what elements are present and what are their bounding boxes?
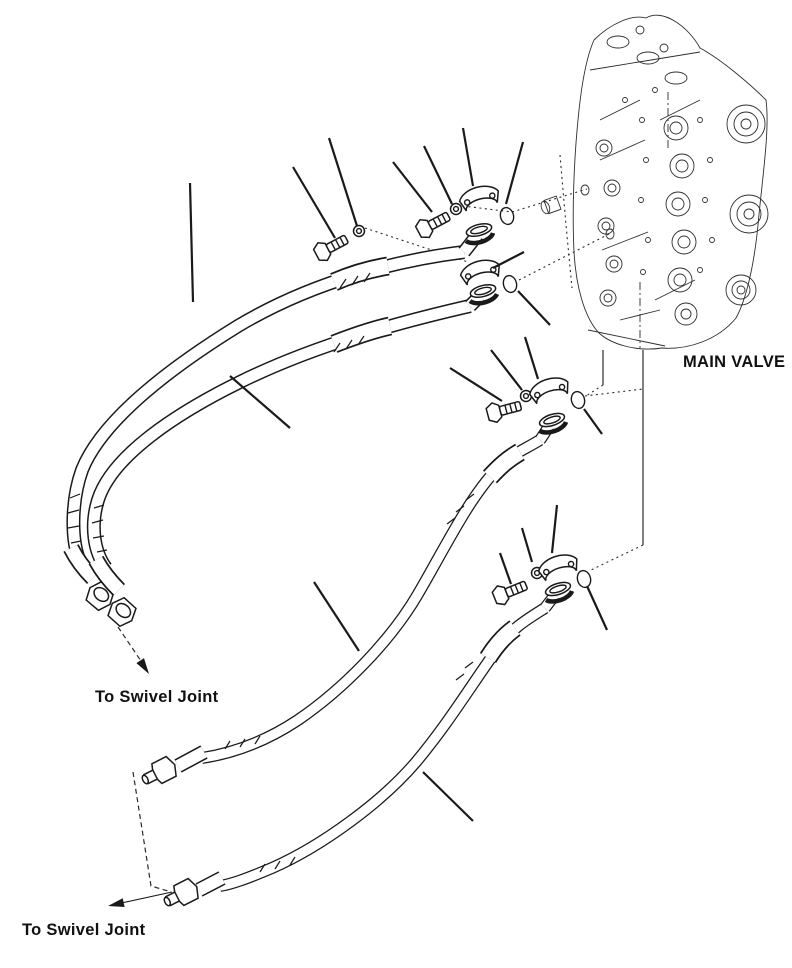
leader-line xyxy=(463,128,473,186)
main-valve-drawing xyxy=(539,15,768,349)
port-drop-dotted-1 xyxy=(586,385,603,396)
leader-line xyxy=(424,146,452,204)
leader-line xyxy=(552,505,557,553)
o-ring-2 xyxy=(502,274,519,294)
leader-line xyxy=(500,553,511,584)
bolt-1 xyxy=(414,207,453,241)
valve-spool-caps xyxy=(664,116,697,325)
hose-3-ticks xyxy=(225,494,474,749)
hose-2 xyxy=(92,282,497,629)
leader-line xyxy=(491,350,522,390)
label-main-valve: MAIN VALVE xyxy=(683,353,786,371)
leader-line xyxy=(506,142,523,204)
leader-line xyxy=(423,772,473,821)
hose-4-ticks xyxy=(260,662,473,872)
arrowhead xyxy=(136,658,149,674)
valve-port-plug xyxy=(539,196,561,215)
leader-lines xyxy=(190,128,607,821)
centerline-oring2-to-valve xyxy=(519,234,609,280)
valve-side-cylinders xyxy=(726,105,768,305)
bolt-3 xyxy=(485,396,523,424)
leader-line xyxy=(522,528,532,562)
leader-line xyxy=(493,252,524,268)
arrowhead xyxy=(108,898,125,907)
leader-line xyxy=(450,368,502,401)
o-ring-4 xyxy=(576,569,593,589)
valve-top-cap xyxy=(607,36,629,48)
hose-1-ticks xyxy=(68,273,370,543)
leader-line xyxy=(584,409,602,434)
hose-1 xyxy=(68,221,493,613)
leader-line xyxy=(329,138,357,226)
fastener-group-1 xyxy=(414,182,516,240)
leader-line xyxy=(230,376,290,428)
o-ring-1 xyxy=(499,206,516,226)
hose-3-end-fitting xyxy=(138,755,180,791)
hose-1-elbow xyxy=(464,221,493,252)
leader-line xyxy=(314,582,359,651)
fastener-group-4 xyxy=(491,550,593,607)
hose-3-elbow xyxy=(538,411,566,440)
leader-line xyxy=(587,586,607,630)
bolt-2 xyxy=(312,230,351,264)
split-flange-4 xyxy=(536,550,580,581)
centerline-oring3 xyxy=(585,389,643,396)
hose-4-elbow xyxy=(544,580,572,608)
split-flange-3 xyxy=(527,373,571,404)
label-swivel-joint-lower: To Swivel Joint xyxy=(22,921,146,939)
valve-bolt xyxy=(636,26,644,34)
leader-line xyxy=(293,167,335,238)
hose-4-end-fitting xyxy=(160,877,202,913)
washer-1 xyxy=(451,204,462,215)
swivel-arrow-upper xyxy=(118,627,149,674)
swivel-arrow-lower xyxy=(108,772,172,907)
leader-line xyxy=(525,337,538,379)
leader-line xyxy=(518,291,550,325)
leader-line xyxy=(190,183,193,302)
valve-left-plugs xyxy=(596,140,622,306)
o-ring-3 xyxy=(570,390,587,410)
washer-2 xyxy=(354,226,365,237)
label-swivel-joint-upper: To Swivel Joint xyxy=(95,688,219,706)
valve-bolt xyxy=(660,44,668,52)
valve-hidden-edge xyxy=(560,155,572,288)
hose-2-elbow xyxy=(469,282,497,306)
valve-detail-lines xyxy=(588,52,700,346)
hose-4 xyxy=(160,580,572,913)
leader-line xyxy=(393,162,432,212)
port-drop-dotted-2 xyxy=(591,545,643,570)
split-flange-1 xyxy=(457,182,501,212)
assembly-centerlines xyxy=(365,189,643,570)
valve-top-cap xyxy=(665,72,687,84)
